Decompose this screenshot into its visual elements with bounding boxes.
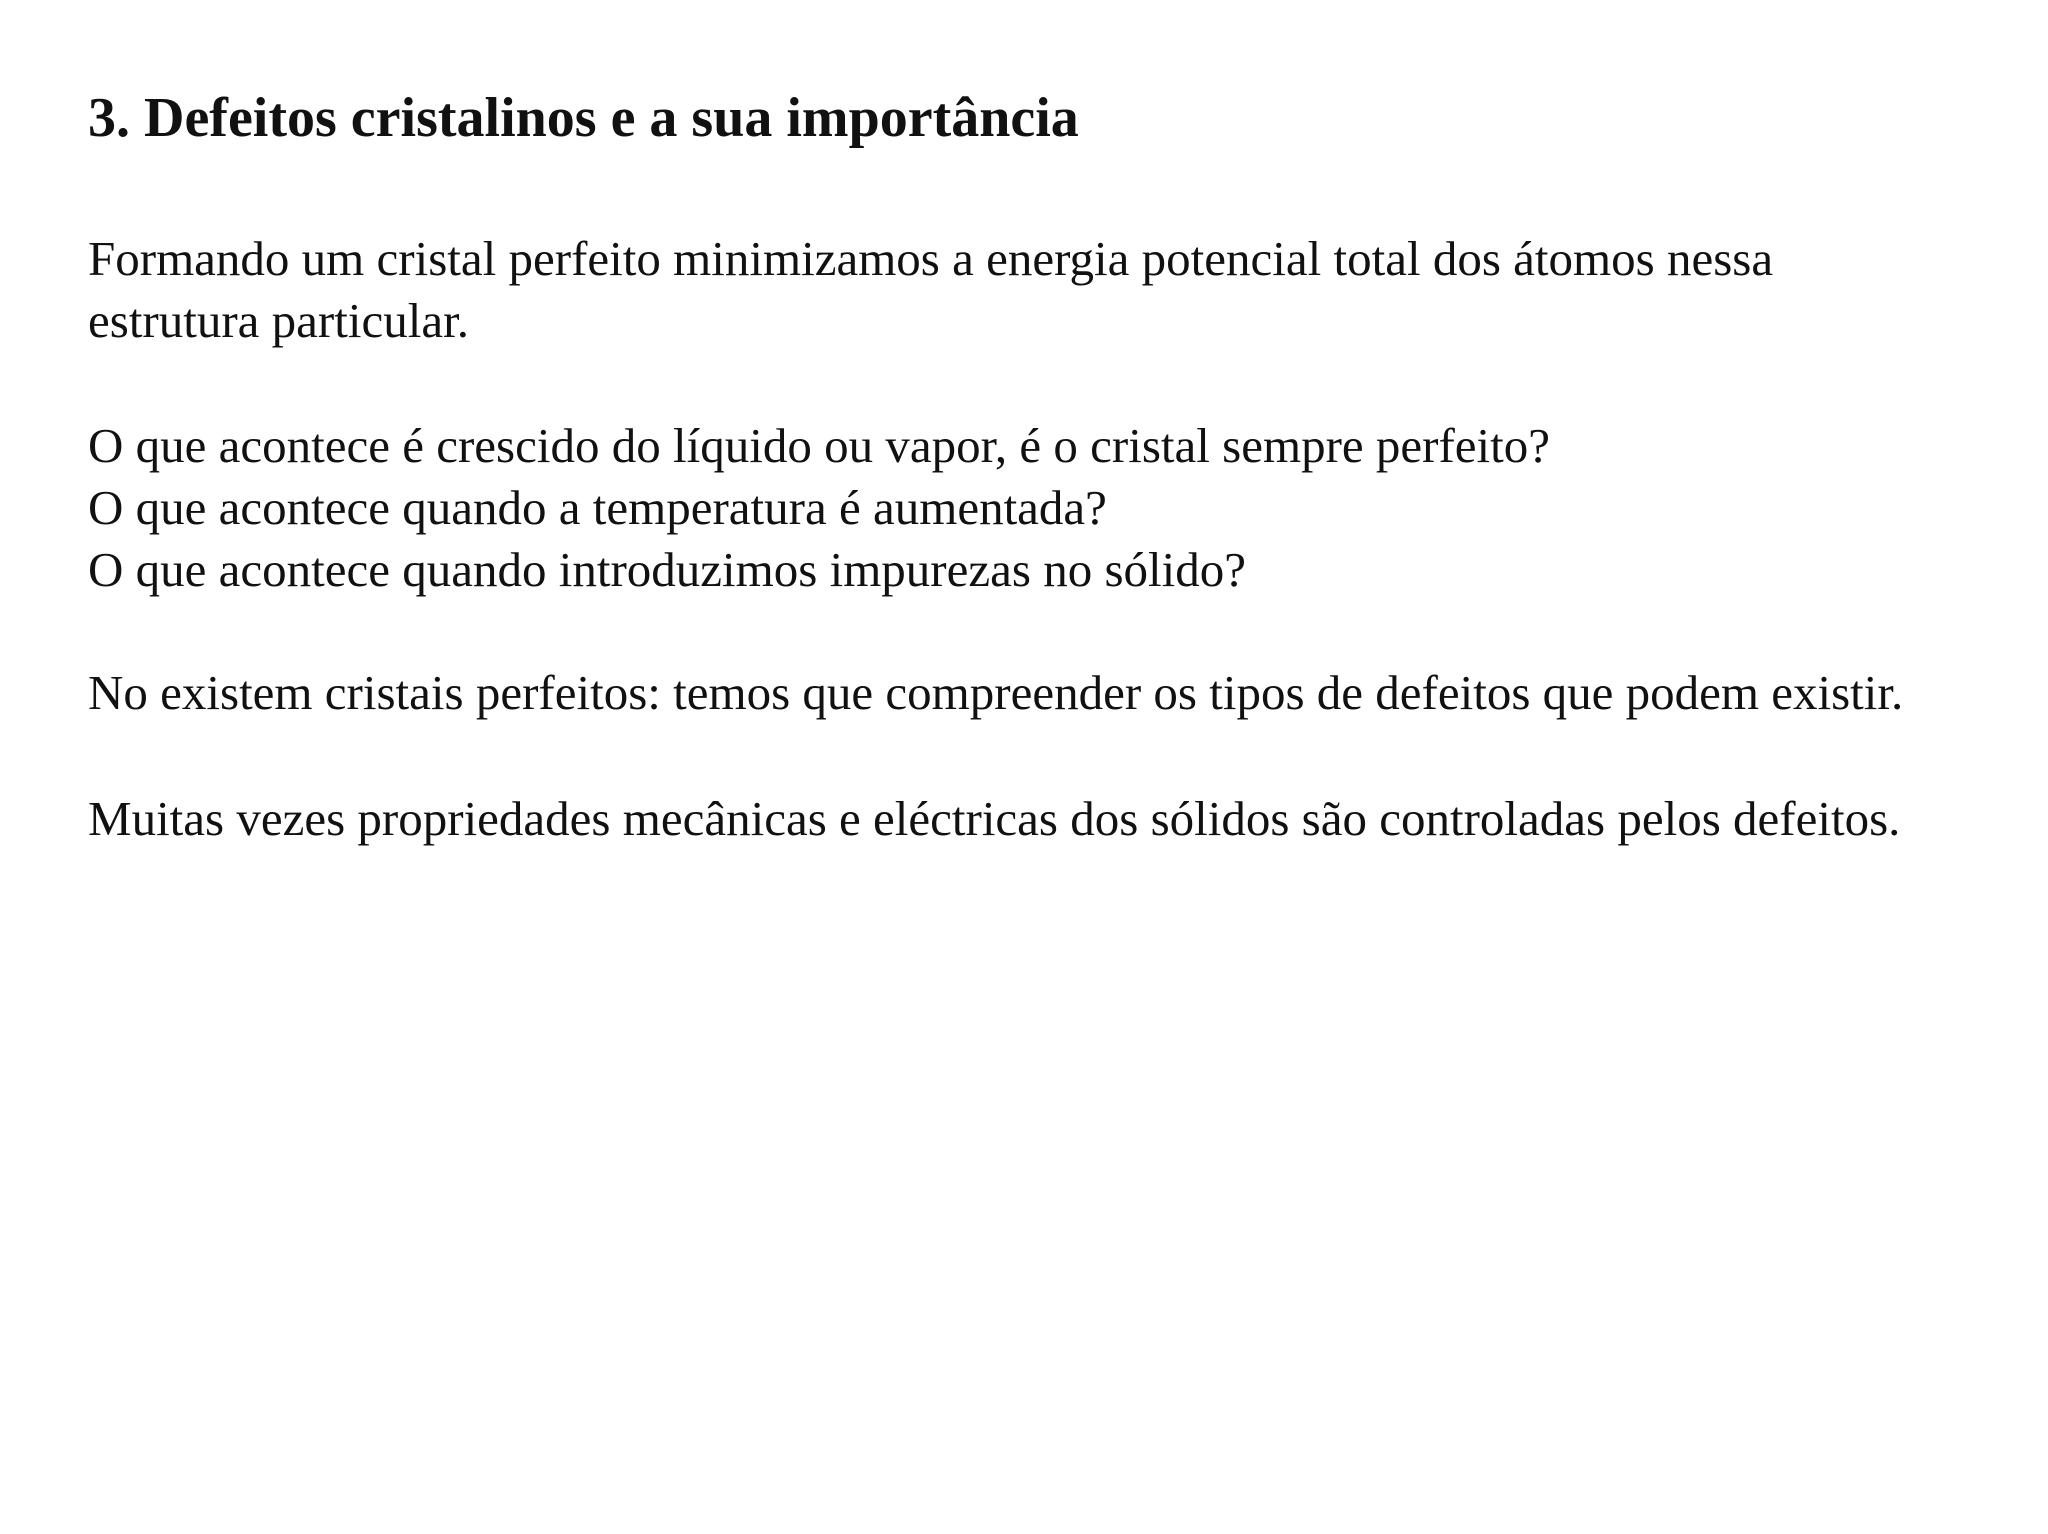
conclusion-paragraph: Muitas vezes propriedades mecânicas e eléctricas dos sólidos são controladas pelos defeitos. (88, 791, 1901, 846)
question-1: O que acontece é crescido do líquido ou vapor, é o cristal sempre perfeito? (88, 418, 1551, 473)
questions-paragraph (88, 415, 1550, 601)
intro-line-2: estrutura particular. (88, 293, 469, 348)
intro-paragraph (88, 228, 1773, 352)
intro-line-1: Formando um cristal perfeito minimizamos a energia potencial total dos átomos nessa (88, 231, 1774, 286)
statement-paragraph: No existem cristais perfeitos: temos que compreender os tipos de defeitos que podem existir. (88, 665, 1904, 720)
page-title: 3. Defeitos cristalinos e a sua importância (88, 87, 1079, 149)
question-3: O que acontece quando introduzimos impurezas no sólido? (88, 542, 1246, 597)
question-2: O que acontece quando a temperatura é aumentada? (88, 480, 1107, 535)
